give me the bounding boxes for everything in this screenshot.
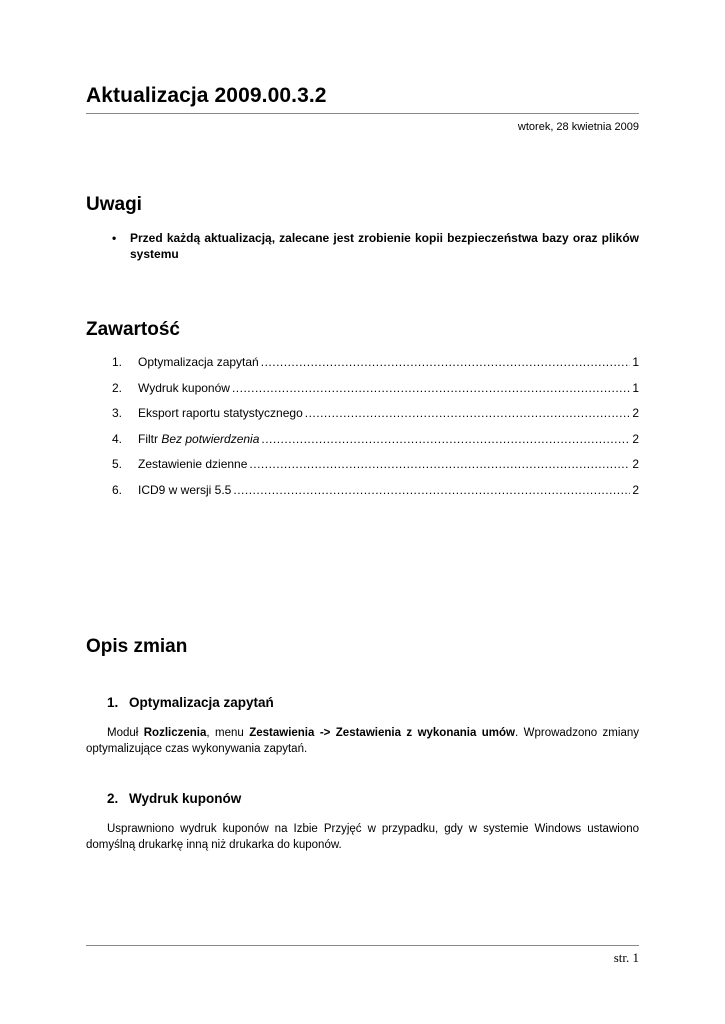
table-of-contents bbox=[112, 355, 639, 508]
uwagi-bullet-text: Przed każdą aktualizacją, zalecane jest zrobienie kopii bezpieczeństwa bazy oraz plików systemu bbox=[130, 231, 639, 261]
toc-item-label: Zestawienie dzienne bbox=[138, 457, 248, 471]
toc-item-3[interactable] bbox=[112, 406, 639, 432]
section-1-paragraph bbox=[86, 725, 639, 757]
toc-leader-dots bbox=[261, 432, 630, 446]
toc-leader-dots bbox=[232, 381, 630, 395]
toc-item-2[interactable] bbox=[112, 381, 639, 407]
toc-leader-dots bbox=[261, 355, 631, 369]
section-1-heading bbox=[107, 695, 274, 710]
toc-item-number: 1. bbox=[112, 355, 123, 369]
toc-item-page: 2 bbox=[632, 457, 639, 471]
toc-item-page: 2 bbox=[632, 482, 639, 497]
toc-item-number: 4. bbox=[112, 431, 123, 446]
toc-leader-dots bbox=[305, 406, 631, 420]
footer-rule bbox=[86, 945, 639, 946]
toc-item-4[interactable] bbox=[112, 432, 639, 458]
toc-heading: Zawartość bbox=[86, 319, 180, 340]
toc-item-label: ICD9 w wersji 5.5 bbox=[138, 482, 232, 497]
toc-item-label-prefix: Filtr bbox=[138, 431, 162, 446]
toc-item-page: 1 bbox=[632, 380, 639, 395]
uwagi-bullet-item bbox=[112, 231, 639, 262]
toc-item-1[interactable] bbox=[112, 355, 639, 381]
section-number: 1. bbox=[107, 695, 119, 710]
toc-item-page: 2 bbox=[632, 406, 639, 420]
toc-item-label bbox=[138, 432, 259, 446]
section-title: Optymalizacja zapytań bbox=[129, 695, 274, 710]
menu-path: Zestawienia -> Zestawienia z wykonania umów bbox=[249, 727, 516, 739]
toc-item-number: 2. bbox=[112, 380, 123, 395]
para-text: Moduł bbox=[107, 727, 144, 739]
section-number: 2. bbox=[107, 791, 119, 806]
toc-item-label: Eksport raportu statystycznego bbox=[138, 406, 303, 420]
toc-item-5[interactable] bbox=[112, 457, 639, 483]
toc-item-page: 1 bbox=[632, 355, 639, 369]
para-text: . Wprowadzono zmiany optymalizujące czas wykonywania zapytań. bbox=[86, 727, 639, 755]
document-title: Aktualizacja 2009.00.3.2 bbox=[86, 84, 327, 107]
title-rule bbox=[86, 113, 639, 114]
toc-item-page: 2 bbox=[632, 431, 639, 446]
toc-item-number: 5. bbox=[112, 457, 123, 471]
section-title: Wydruk kuponów bbox=[129, 791, 242, 806]
toc-leader-dots bbox=[249, 457, 630, 471]
toc-item-number: 3. bbox=[112, 406, 123, 420]
toc-item-label: Optymalizacja zapytań bbox=[138, 355, 259, 369]
toc-leader-dots bbox=[233, 483, 630, 497]
page-number: str. 1 bbox=[613, 950, 639, 965]
toc-item-label-italic: Bez potwierdzenia bbox=[161, 431, 260, 446]
document-date: wtorek, 28 kwietnia 2009 bbox=[517, 121, 639, 133]
section-2-paragraph: Usprawniono wydruk kuponów na Izbie Przyjęć w przypadku, gdy w systemie Windows ustawiono domyślną drukarkę inną niż drukarka do kuponów. bbox=[86, 823, 639, 851]
module-name: Rozliczenia bbox=[143, 727, 207, 739]
toc-item-6[interactable] bbox=[112, 483, 639, 509]
changes-heading: Opis zmian bbox=[86, 636, 188, 657]
section-2-heading bbox=[107, 791, 241, 806]
bullet-icon: • bbox=[112, 231, 117, 245]
uwagi-heading: Uwagi bbox=[86, 194, 142, 215]
toc-item-number: 6. bbox=[112, 482, 123, 497]
para-text: , menu bbox=[206, 727, 250, 739]
toc-item-label: Wydruk kuponów bbox=[138, 380, 230, 395]
